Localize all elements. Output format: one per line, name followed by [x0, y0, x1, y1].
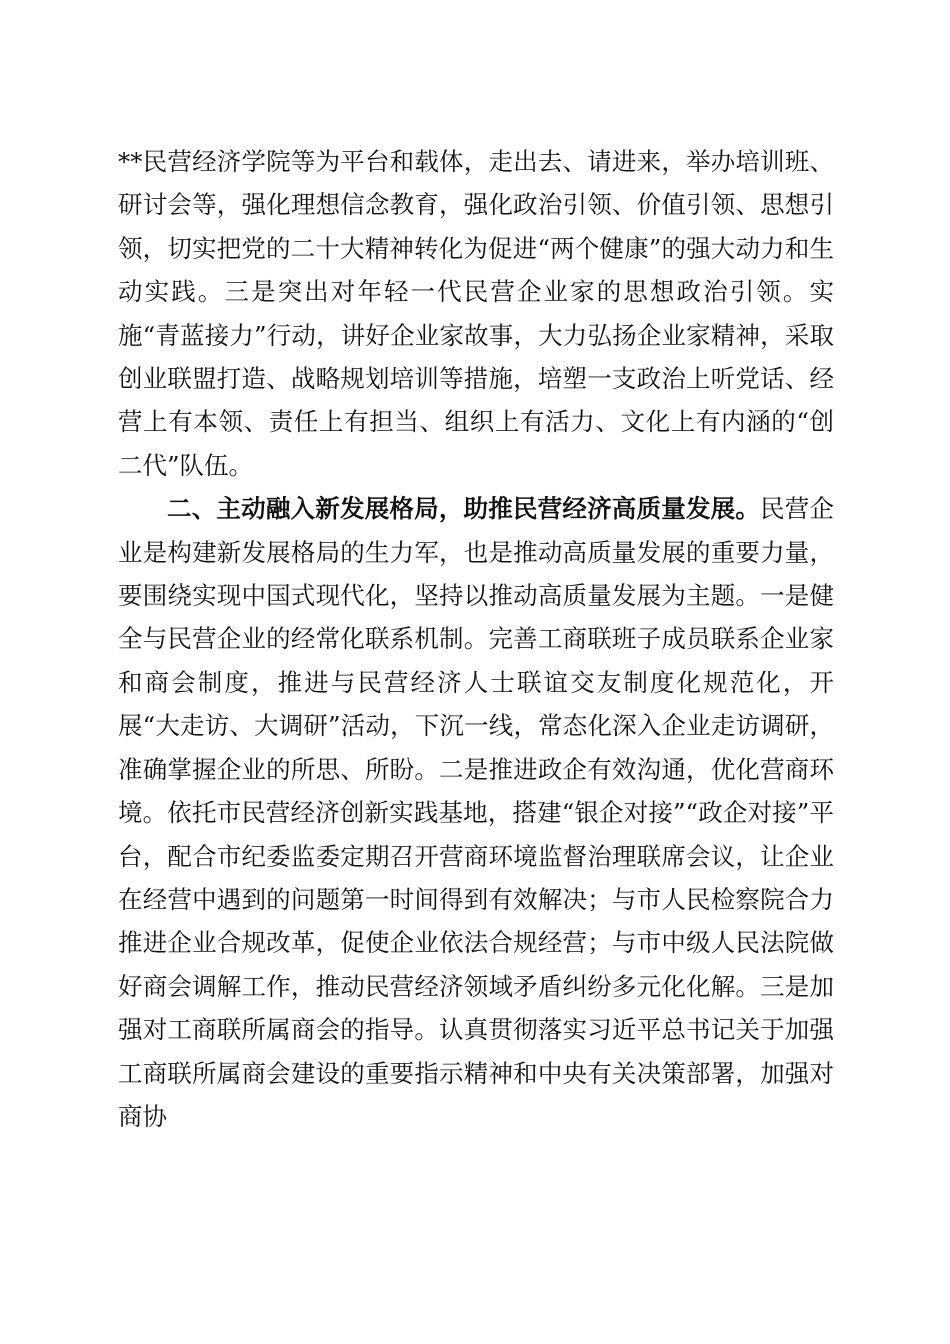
paragraph-section-two	[118, 487, 834, 1138]
paragraph-text: **民营经济学院等为平台和载体，走出去、请进来，举办培训班、研讨会等，强化理想信念教育，强化政治引领、价值引领、思想引领，切实把党的二十大精神转化为促进“两个健康”的强大动力和生动实践。三是突出对年轻一代民营企业家的思想政治引领。实施“青蓝接力”行动，讲好企业家故事，大力弘扬企业家精神，采取创业联盟打造、战略规划培训等措施，培塑一支政治上听党话、经营上有本领、责任上有担当、组织上有活力、文化上有内涵的“创二代”队伍。	[118, 147, 834, 480]
section-heading: 二、主动融入新发展格局，助推民营经济高质量发展。	[167, 494, 761, 524]
paragraph-continuation	[118, 140, 834, 487]
document-body	[118, 140, 834, 1138]
paragraph-text: 民营企业是构建新发展格局的生力军，也是推动高质量发展的重要力量，要围绕实现中国式现代化，坚持以推动高质量发展为主题。一是健全与民营企业的经常化联系机制。完善工商联班子成员联系企业家和商会制度，推进与民营经济人士联谊交友制度化规范化，开展“大走访、大调研”活动，下沉一线，常态化深入企业走访调研，准确掌握企业的所思、所盼。二是推进政企有效沟通，优化营商环境。依托市民营经济创新实践基地，搭建“银企对接”“政企对接”平台，配合市纪委监委定期召开营商环境监督治理联席会议，让企业在经营中遇到的问题第一时间得到有效解决；与市人民检察院合力推进企业合规改革，促使企业依法合规经营；与市中级人民法院做好商会调解工作，推动民营经济领域矛盾纠纷多元化化解。三是加强对工商联所属商会的指导。认真贯彻落实习近平总书记关于加强工商联所属商会建设的重要指示精神和中央有关决策部署，加强对商协	[118, 494, 835, 1131]
